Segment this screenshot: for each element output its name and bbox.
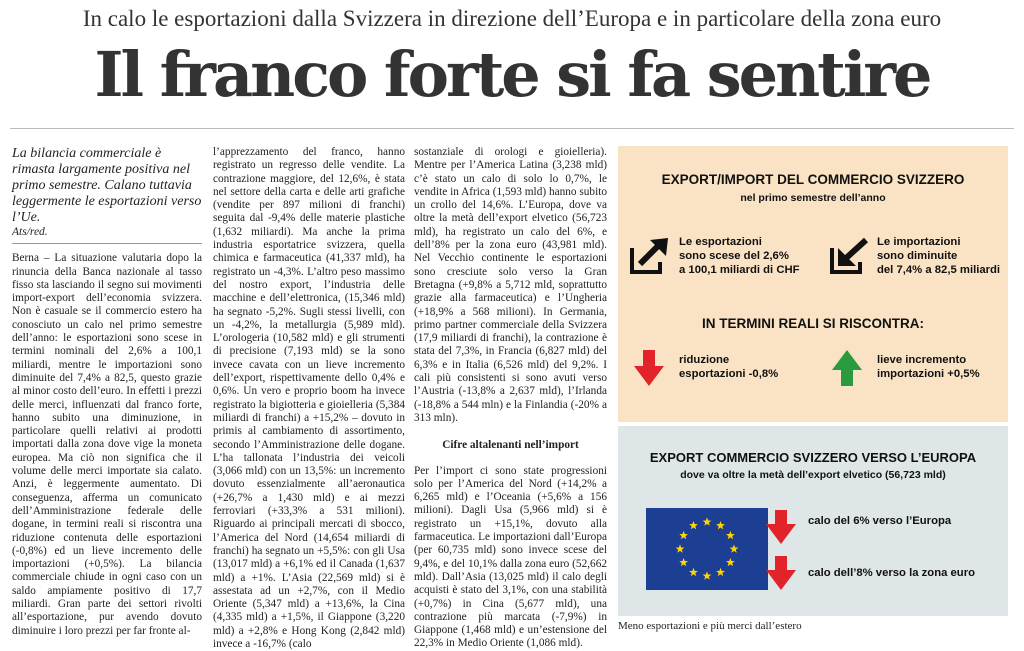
eu-star	[730, 544, 739, 552]
real-import-text: lieve incremento importazioni +0,5%	[877, 354, 980, 380]
infobox-title: EXPORT/IMPORT DEL COMMERCIO SVIZZERO	[661, 172, 965, 187]
subhead: Cifre altalenanti nell’import	[442, 439, 579, 452]
body-text-1: Berna – La situazione valutaria dopo la rinuncia della Banca nazionale al tasso fisso sta lasciando il segno sui movimenti import-export dell’economia svizzera. Non è casuale se il commercio estero ha conosciuto un calo nel primo semestre dell’anno: le esportazioni sono scese in termini nominali del 2,6% a 100,1 miliardi, mentre le importazioni sono diminuite del 7,4% a 82,5, questo grazie al minor costo dell’euro. In effetti i prezzi delle merci, influenzati dal franco forte, hanno subito una diminuzione, in particolare quelli relativi ai prodotti importati dalla zona dove vige la moneta europea. Ma ciò non significa che il volume delle merci importate sia calato. Anzi, è leggermente aumentato. Di conseguenza, afferma un comunicato dell’Amministrazione federale delle dogane, in termini reali si riscontra una riduzione contenuta delle esportazioni (-0,8%) ed un lieve incremento delle importazioni (+0,5%). La bilancia commerciale chiude in ogni caso con un saldo ampiamente positivo di 17,7 miliardi. Gran parte dei settori rivolti all’esportazione, pur avendo dovuto diminuire i loro prezzi per far fronte al-	[12, 252, 202, 637]
headline: Il franco forte si fa sentire	[94, 38, 930, 111]
import-text: Le importazioni sono diminuite del 7,4% a 82,5 miliardi	[877, 236, 1001, 276]
import-arrow-icon	[828, 236, 872, 276]
infobox-export-import	[618, 146, 1008, 422]
divider	[10, 128, 1014, 129]
eu-flag-icon	[646, 508, 768, 590]
eu-star	[676, 544, 685, 552]
eu-star	[716, 568, 725, 576]
eu-star	[716, 521, 725, 529]
down-arrow-icon	[766, 556, 796, 590]
up-arrow-icon	[832, 350, 862, 386]
eu-star	[703, 571, 712, 579]
article-column-3	[414, 146, 607, 651]
europe-decline-text: calo del 6% verso l’Europa	[808, 515, 952, 527]
down-arrow-icon	[634, 350, 664, 386]
real-export-text: riduzione esportazioni -0,8%	[679, 354, 779, 380]
infobox-europe	[618, 426, 1008, 616]
lead: La bilancia commerciale è rimasta largamente positiva nel primo semestre. Calano tuttavia leggermente le esportazioni verso l’Ue.	[12, 146, 202, 225]
eu-star	[679, 558, 688, 566]
europe-box-title: EXPORT COMMERCIO SVIZZERO VERSO L’EUROPA	[649, 450, 977, 465]
eu-star	[726, 558, 735, 566]
eu-star	[703, 517, 712, 525]
eurozone-decline-text: calo dell’8% verso la zona euro	[808, 567, 976, 579]
caption: Meno esportazioni e più merci dall’estero	[618, 620, 802, 632]
europe-box-subtitle: dove va oltre la metà dell’export elvetico (56,723 mld)	[680, 469, 946, 481]
article-column-2	[213, 146, 405, 651]
body-text-2: l’apprezzamento del franco, hanno registrato un regresso delle vendite. La contrazione maggiore, del 12,6%, è stata nel settore della carta e delle arti grafiche (vendite per 897 milioni di franchi) seguita dal -9,4% delle materie plastiche (1,632 miliardi). Ma anche la prima industria esportatrice svizzera, quella chimica e farmaceutica (41,337 mld), ha registrato un -4,3%. L’altro peso massimo del nostro export, l’industria delle macchine e dell’elettronica, (15,346 mld) ha segnato -5,2%. Sugli stessi livelli, con un -4,2%, la metallurgia (5,989 mld). L’orologeria (10,582 mld) e gli strumenti di precisione (7,193 mld) se la sono invece cavata con un lieve incremento dell’export, rispettivamente dello 0,4% e 0,6%. Un vero e proprio boom ha invece registrato la bigiotteria e gioielleria (5,384 miliardi di franchi) a +15,2% – dovuto in primis al cambiamento di assortimento, secondo l’Amministrazione delle dogane. L’ha tallonata l’industria dei veicoli (3,066 mld) con un 13,5%: un incremento dovuto essenzialmente all’aeronautica (+26,7% a 1,430 mld) e ai mezzi ferroviari (+33,3% a 531 milioni). Riguardo ai principali mercati di sbocco, l’America del Nord (14,654 miliardi di franchi) ha segnato un +5,5%: con gli Usa (13,017 mld) a +6,1% ed il Canada (1,637 mld) a +1%. L’Asia (22,569 mld) si è assestata ad un +2,7%, con il Medio Oriente (5,347 mld) a +13,6%, la Cina (4,335 mld) a +1,5%, il Giappone (3,220 mld) a +2,8% e Hong Kong (2,842 mld) invece a -16,7% (calo	[213, 146, 405, 650]
down-arrow-icon	[766, 510, 796, 544]
kicker: In calo le esportazioni dalla Svizzera in direzione dell’Europa e in particolare della zona euro	[82, 6, 942, 31]
article-column-1	[12, 146, 202, 638]
body-text-3a: sostanziale di orologi e gioielleria). Mentre per l’America Latina (3,238 mld) c’è stato un calo di solo lo 0,7%, le vendite in Africa (1,593 mld) hanno subito un crollo del 14,6%. L’Europa, dove va oltre la metà dell’export elvetico (56,723 mld), ha registrato un calo del 6%, e dell’8% per la zona euro (43,981 mld). Nel Vecchio continente le esportazioni sono cresciute solo verso la Gran Bretagna (+9,8% a 5,712 mld, soprattutto grazie alla farmaceutica) e l’Ungheria (+18,9% a 568 milioni). In Germania, primo partner commerciale della Svizzera (17,9 miliardi di franchi), la contrazione è stata del 7,3%, in Francia (6,827 mld) del 6,3% e in Italia (6,526 mld) del 9,2%. I cali più consistenti si sono avuti verso l’Austria (-13,8% a 2,637 mld), l’Irlanda (-18,8% a 544 mln) e la Finlandia (-20% a 313 mln).	[414, 146, 607, 424]
byline: Ats/red.	[12, 226, 202, 244]
infobox-subtitle: nel primo semestre dell’anno	[740, 192, 886, 204]
real-terms-title: IN TERMINI REALI SI RISCONTRA:	[702, 316, 924, 331]
export-text: Le esportazioni sono scese del 2,6% a 100,1 miliardi di CHF	[679, 236, 800, 276]
body-text-3b: Per l’import ci sono state progressioni solo per l’America del Nord (+14,2% a 6,265 mld) e l’Oceania (+5,6% a 156 milioni). Dagli Usa (5,966 mld) si è registrato un +15,1%, dovuto alla farmaceutica. Le importazioni dall’Europa (per 60,735 mld) sono invece scese del 9,4%, e del 10,1% dalla zona euro (52,662 mld). Dall’Asia (13,025 mld) il calo degli acquisti è stato del 3,1%, con una stabilità (+0,7%) in Cina (5,677 mld), una contrazione più marcata (-7,9%) in Giappone (1,468 mld) e un’estensione del 22,3% in Medio Oriente (1,086 mld).	[414, 464, 607, 650]
eu-star	[689, 521, 698, 529]
eu-star	[689, 568, 698, 576]
eu-star	[726, 531, 735, 539]
eu-star	[679, 531, 688, 539]
export-arrow-icon	[628, 236, 672, 276]
